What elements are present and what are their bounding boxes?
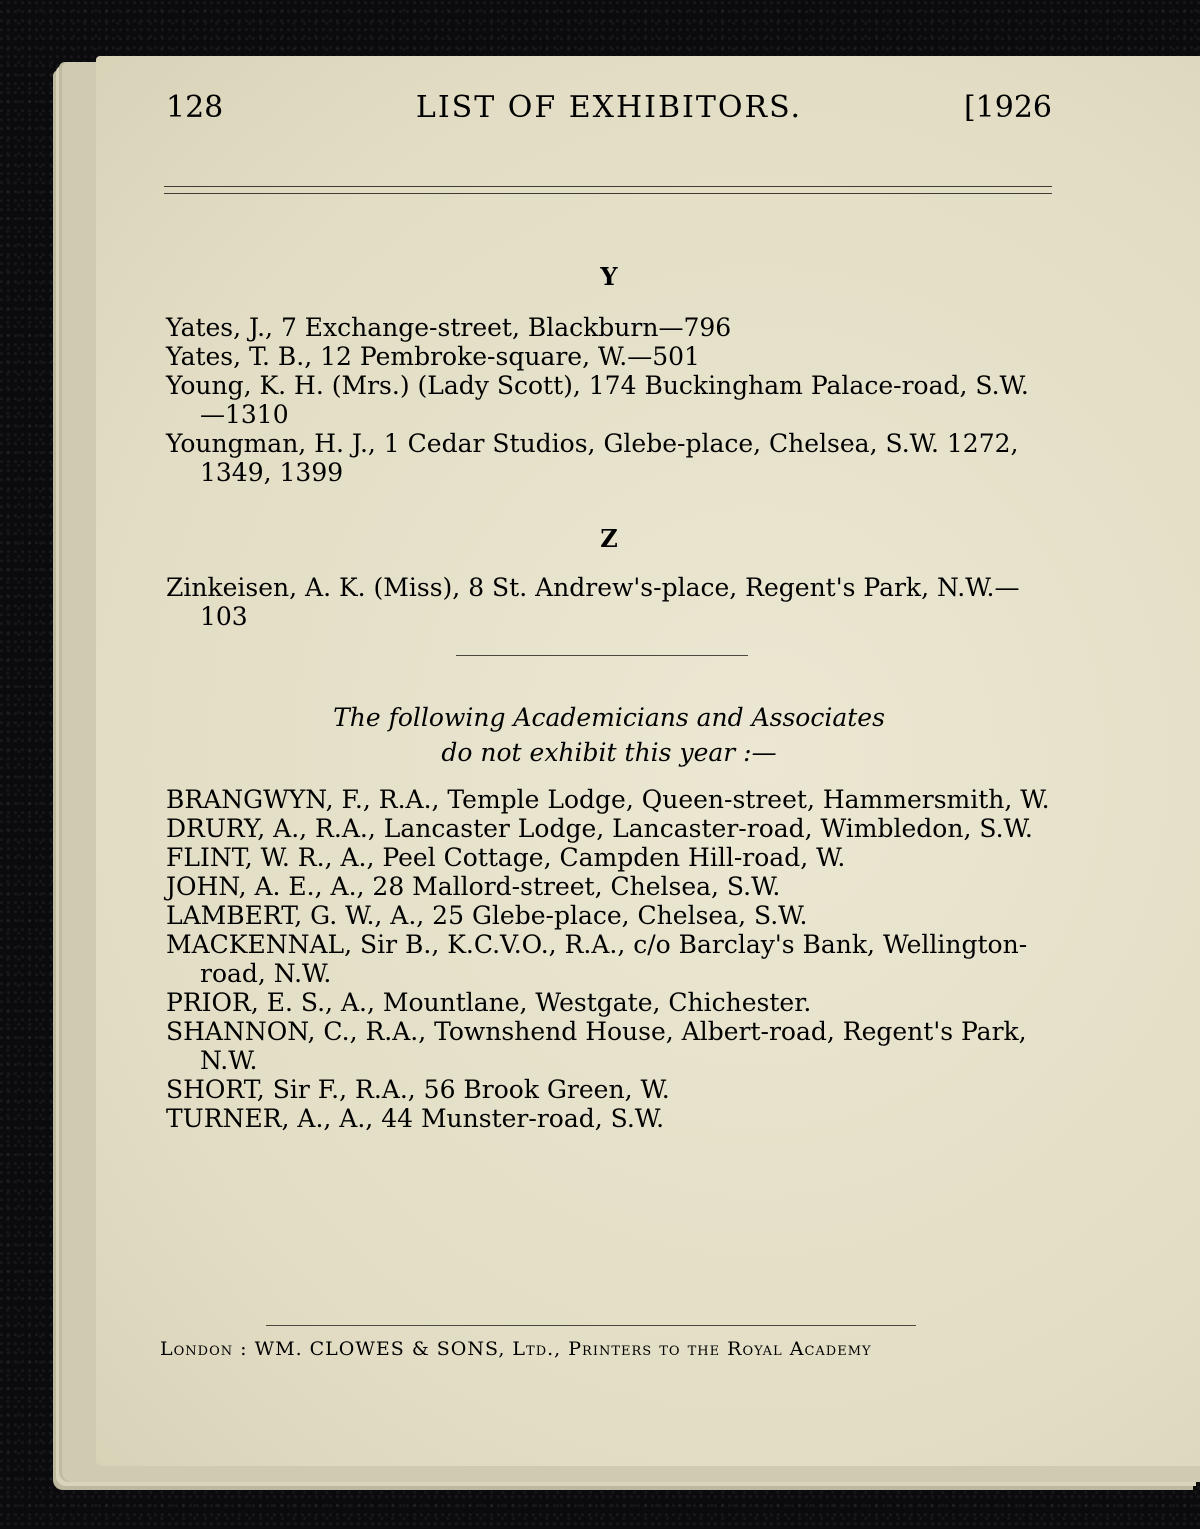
list-item: Youngman, H. J., 1 Cedar Studios, Glebe-place, Chelsea, S.W. 1272, 1349, 1399 [166,429,1019,487]
list-item: TURNER, A., A., 44 Munster-road, S.W. [166,1104,665,1133]
section-letter-z: Z [600,524,618,553]
list-item: Yates, J., 7 Exchange-street, Blackburn—796 [166,313,732,342]
note-line-2: do not exhibit this year :— [441,738,777,767]
section-divider [456,655,748,656]
list-item: SHORT, Sir F., R.A., 56 Brook Green, W. [166,1075,670,1104]
list-item: JOHN, A. E., A., 28 Mallord-street, Chelsea, S.W. [166,872,781,901]
footer-rule [266,1325,916,1326]
entries-y [166,313,1052,487]
year-mark: [1926 [963,90,1052,125]
non-exhibitor-note [166,700,1052,770]
printer-imprint: London : WM. CLOWES & SONS, Ltd., Printers to the Royal Academy [160,1338,872,1360]
list-item: Yates, T. B., 12 Pembroke-square, W.—501 [166,342,700,371]
list-item: MACKENNAL, Sir B., K.C.V.O., R.A., c/o Barclay's Bank, Wellington-road, N.W. [166,930,1028,988]
list-item: BRANGWYN, F., R.A., Temple Lodge, Queen-street, Hammersmith, W. [166,785,1050,814]
running-title: LIST OF EXHIBITORS. [415,90,803,125]
list-item: Zinkeisen, A. K. (Miss), 8 St. Andrew's-place, Regent's Park, N.W.—103 [166,573,1020,631]
list-item: Young, K. H. (Mrs.) (Lady Scott), 174 Buckingham Palace-road, S.W.—1310 [166,371,1029,429]
list-item: LAMBERT, G. W., A., 25 Glebe-place, Chelsea, S.W. [166,901,808,930]
running-header [166,90,1052,130]
list-item: FLINT, W. R., A., Peel Cottage, Campden Hill-road, W. [166,843,846,872]
section-letter-y: Y [600,262,618,291]
non-exhibitor-list [166,785,1052,1133]
note-line-1: The following Academicians and Associates [333,703,885,732]
page-number: 128 [166,90,224,125]
list-item: PRIOR, E. S., A., Mountlane, Westgate, Chichester. [166,988,812,1017]
entries-z [166,573,1052,631]
header-double-rule [164,186,1052,187]
list-item: DRURY, A., R.A., Lancaster Lodge, Lancaster-road, Wimbledon, S.W. [166,814,1033,843]
list-item: SHANNON, C., R.A., Townshend House, Albert-road, Regent's Park, N.W. [166,1017,1027,1075]
